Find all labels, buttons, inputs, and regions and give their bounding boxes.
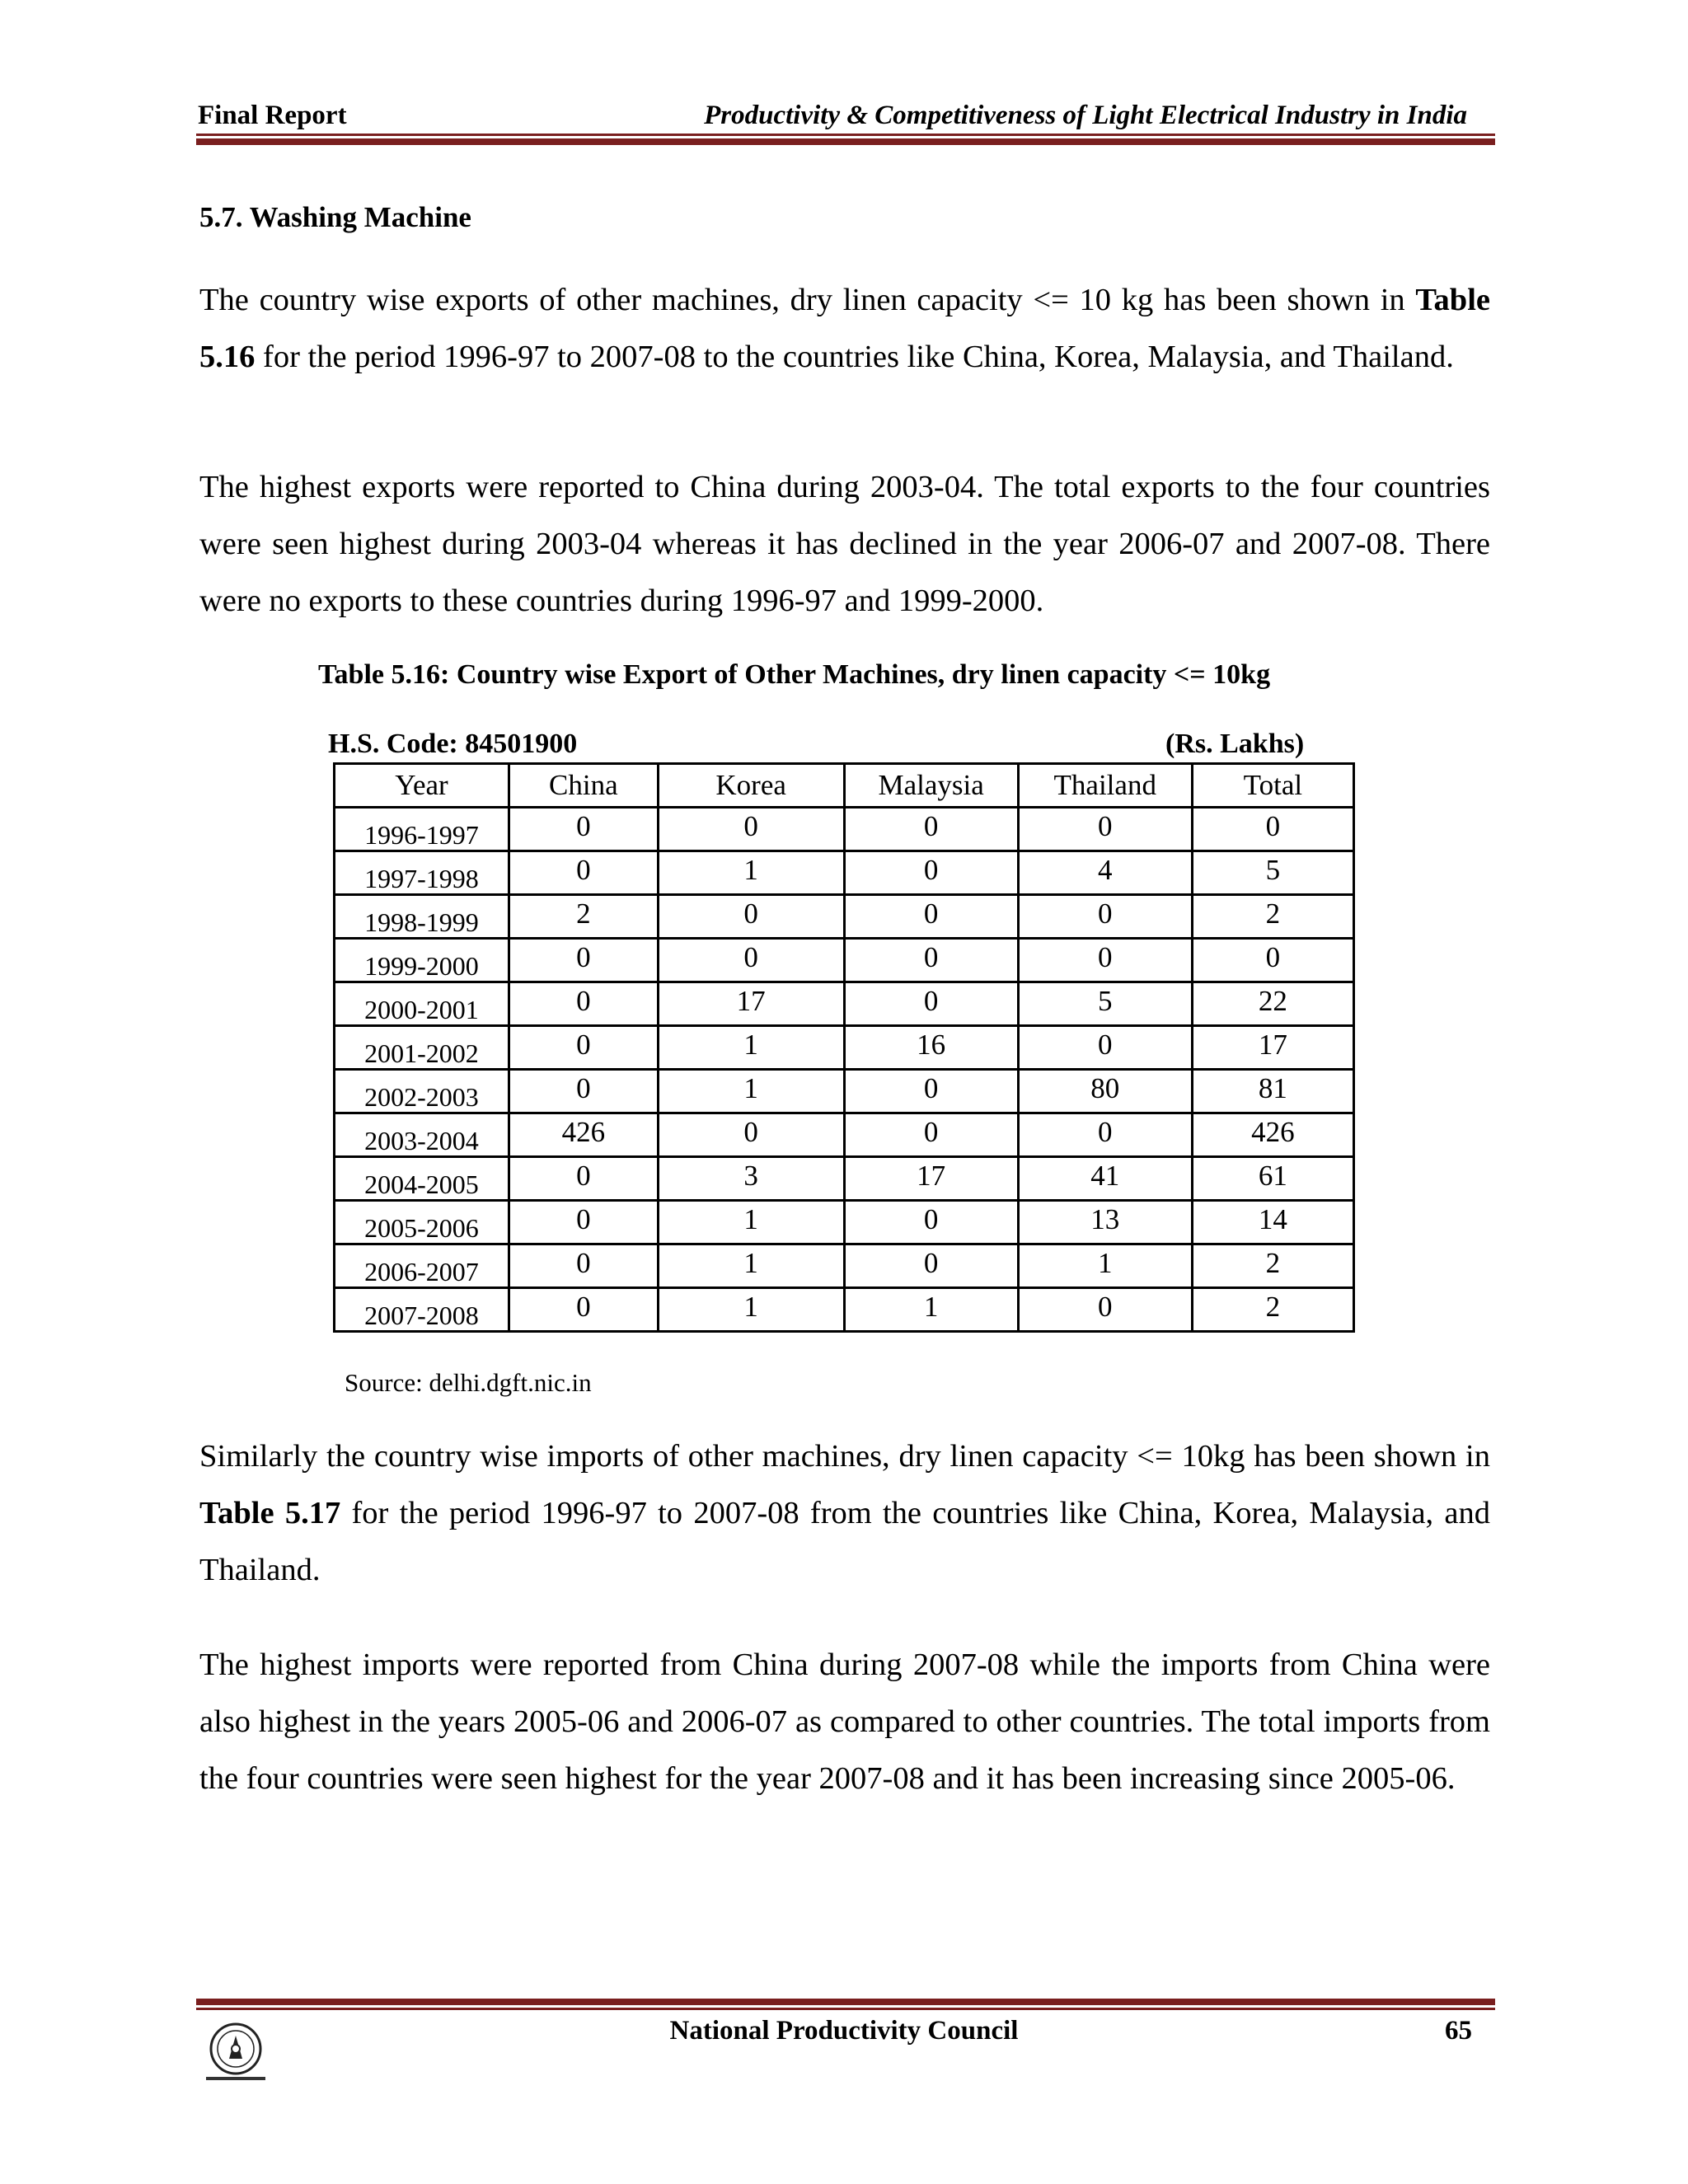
year-cell: 1997-1998 (335, 851, 509, 895)
value-cell: 0 (658, 939, 844, 982)
value-cell: 0 (844, 851, 1018, 895)
year-cell: 2001-2002 (335, 1026, 509, 1070)
header-rule-thick (196, 138, 1495, 145)
value-cell: 17 (844, 1157, 1018, 1201)
value-cell: 41 (1018, 1157, 1192, 1201)
value-cell: 4 (1018, 851, 1192, 895)
unit-label: (Rs. Lakhs) (1165, 729, 1305, 759)
paragraph-imports-intro: Similarly the country wise imports of other machines, dry linen capacity <= 10kg has been shown in Table 5.17 for the period 1996-97 to 2007-08 from the countries like China, Korea, Malaysia, and Thailand. (199, 1439, 1491, 1587)
table-row (335, 1201, 1354, 1244)
column-header-thailand: Thailand (1018, 764, 1192, 808)
value-cell: 2 (1192, 1288, 1353, 1332)
value-cell: 61 (1192, 1157, 1353, 1201)
value-cell: 0 (844, 1113, 1018, 1157)
value-cell: 0 (844, 1201, 1018, 1244)
year-cell: 1998-1999 (335, 895, 509, 939)
value-cell: 3 (658, 1157, 844, 1201)
table-row (335, 808, 1354, 851)
value-cell: 426 (509, 1113, 658, 1157)
footer-rule-thick (196, 1999, 1495, 2005)
value-cell: 0 (844, 1244, 1018, 1288)
value-cell: 16 (844, 1026, 1018, 1070)
value-cell: 0 (844, 1070, 1018, 1113)
value-cell: 80 (1018, 1070, 1192, 1113)
table-row (335, 1244, 1354, 1288)
value-cell: 0 (509, 1070, 658, 1113)
value-cell: 0 (509, 1201, 658, 1244)
table-row (335, 1113, 1354, 1157)
table-row (335, 851, 1354, 895)
page-number: 65 (1445, 2016, 1472, 2046)
year-cell: 2002-2003 (335, 1070, 509, 1113)
year-cell: 2004-2005 (335, 1157, 509, 1201)
paragraph-imports-summary: The highest imports were reported from China during 2007-08 while the imports from China were also highest in the years 2005-06 and 2006-07 as compared to other countries. The total imports from the four countries were seen highest for the year 2007-08 and it has been increasing since 2005-06. (199, 1647, 1490, 1796)
section-heading: 5.7. Washing Machine (199, 201, 471, 233)
table-row (335, 1026, 1354, 1070)
value-cell: 2 (1192, 1244, 1353, 1288)
value-cell: 14 (1192, 1201, 1353, 1244)
value-cell: 17 (658, 982, 844, 1026)
year-cell: 2000-2001 (335, 982, 509, 1026)
export-table (333, 762, 1355, 1333)
table-reference-5-17: Table 5.17 (199, 1496, 341, 1530)
table-row (335, 1288, 1354, 1332)
paragraph-exports-summary: The highest exports were reported to China during 2003-04. The total exports to the four countries were seen highest during 2003-04 whereas it has declined in the year 2006-07 and 2007-08. There were no exports to these countries during 1996-97 and 1999-2000. (199, 470, 1490, 618)
value-cell: 0 (509, 851, 658, 895)
header-rule-thin (196, 134, 1495, 136)
value-cell: 0 (509, 939, 658, 982)
year-cell: 1996-1997 (335, 808, 509, 851)
year-cell: 2007-2008 (335, 1288, 509, 1332)
value-cell: 426 (1192, 1113, 1353, 1157)
value-cell: 0 (1018, 1113, 1192, 1157)
value-cell: 0 (509, 1026, 658, 1070)
value-cell: 0 (509, 982, 658, 1026)
year-cell: 2003-2004 (335, 1113, 509, 1157)
value-cell: 1 (1018, 1244, 1192, 1288)
value-cell: 13 (1018, 1201, 1192, 1244)
header-right-title: Productivity & Competitiveness of Light Electrical Industry in India (704, 101, 1467, 130)
footer-organization: National Productivity Council (669, 2016, 1019, 2046)
value-cell: 0 (844, 895, 1018, 939)
value-cell: 0 (509, 1157, 658, 1201)
table-row (335, 1070, 1354, 1113)
value-cell: 5 (1192, 851, 1353, 895)
value-cell: 0 (1018, 1288, 1192, 1332)
value-cell: 0 (1018, 808, 1192, 851)
value-cell: 1 (658, 1026, 844, 1070)
value-cell: 0 (1192, 939, 1353, 982)
header-left-title: Final Report (198, 101, 347, 130)
value-cell: 0 (1018, 939, 1192, 982)
footer-rule-thin (196, 2008, 1495, 2010)
table-caption: Table 5.16: Country wise Export of Other Machines, dry linen capacity <= 10kg (318, 659, 1271, 690)
year-cell: 2005-2006 (335, 1201, 509, 1244)
value-cell: 0 (658, 808, 844, 851)
value-cell: 0 (844, 982, 1018, 1026)
value-cell: 2 (1192, 895, 1353, 939)
value-cell: 0 (1192, 808, 1353, 851)
table-reference-5-16: Table 5.16 (199, 283, 1490, 374)
table-row (335, 1157, 1354, 1201)
value-cell: 0 (1018, 895, 1192, 939)
value-cell: 0 (844, 808, 1018, 851)
value-cell: 1 (844, 1288, 1018, 1332)
value-cell: 1 (658, 1288, 844, 1332)
value-cell: 1 (658, 1201, 844, 1244)
value-cell: 2 (509, 895, 658, 939)
table-row (335, 982, 1354, 1026)
value-cell: 81 (1192, 1070, 1353, 1113)
value-cell: 0 (844, 939, 1018, 982)
column-header-korea: Korea (658, 764, 844, 808)
hs-code-label: H.S. Code: 84501900 (328, 729, 578, 759)
value-cell: 0 (509, 1288, 658, 1332)
table-row (335, 939, 1354, 982)
column-header-year: Year (335, 764, 509, 808)
table-row (335, 895, 1354, 939)
value-cell: 0 (509, 808, 658, 851)
value-cell: 22 (1192, 982, 1353, 1026)
paragraph-exports-intro: The country wise exports of other machines, dry linen capacity <= 10 kg has been shown in Table 5.16 for the period 1996-97 to 2007-08 to the countries like China, Korea, Malaysia, and Thailand. (199, 283, 1490, 374)
year-cell: 1999-2000 (335, 939, 509, 982)
year-cell: 2006-2007 (335, 1244, 509, 1288)
value-cell: 1 (658, 851, 844, 895)
value-cell: 0 (658, 1113, 844, 1157)
value-cell: 1 (658, 1070, 844, 1113)
value-cell: 0 (509, 1244, 658, 1288)
column-header-total: Total (1192, 764, 1353, 808)
column-header-malaysia: Malaysia (844, 764, 1018, 808)
value-cell: 0 (658, 895, 844, 939)
value-cell: 0 (1018, 1026, 1192, 1070)
value-cell: 17 (1192, 1026, 1353, 1070)
table-source: Source: delhi.dgft.nic.in (345, 1368, 592, 1397)
table-header-row (335, 764, 1354, 808)
column-header-china: China (509, 764, 658, 808)
value-cell: 1 (658, 1244, 844, 1288)
value-cell: 5 (1018, 982, 1192, 1026)
